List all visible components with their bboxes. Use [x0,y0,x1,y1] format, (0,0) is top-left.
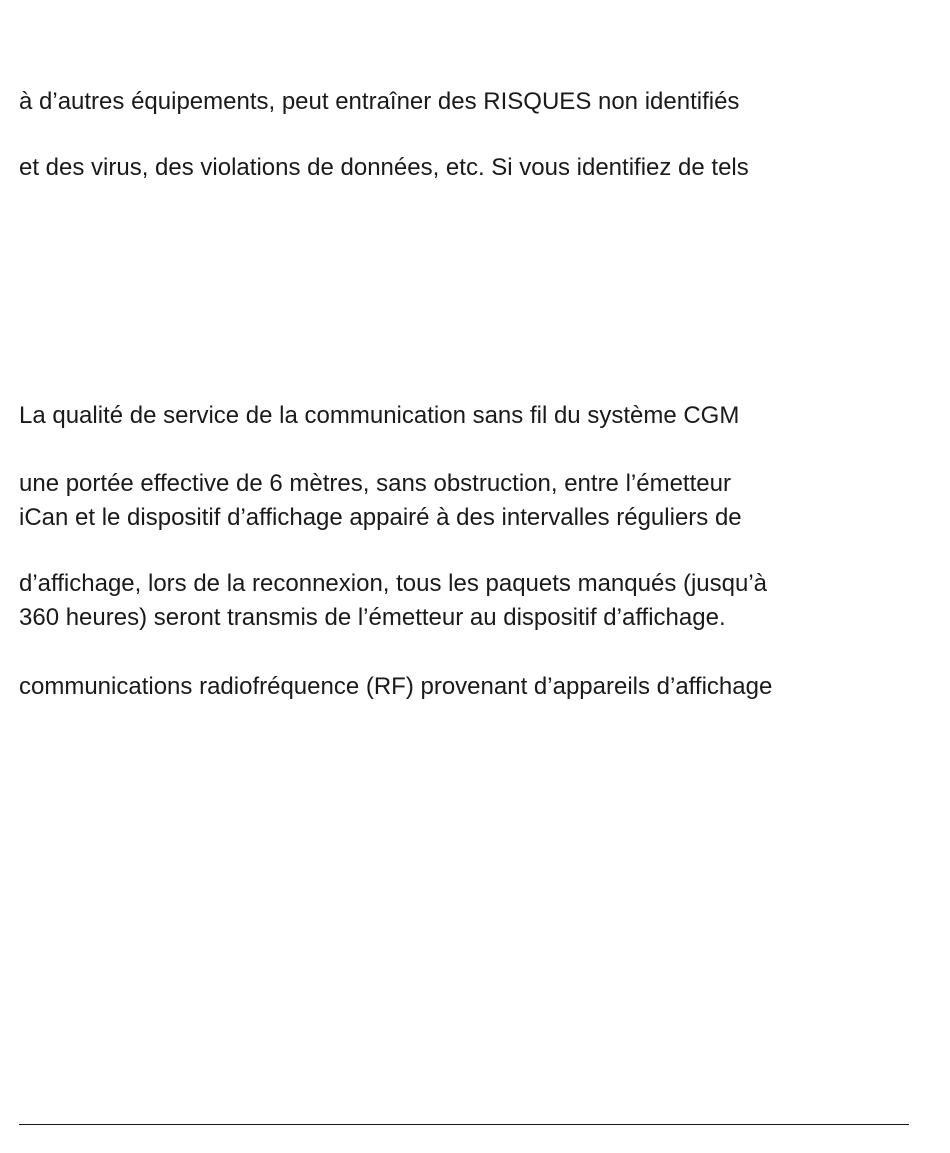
text-line: iCan et le dispositif d’affichage appairé à des intervalles réguliers de [19,504,742,531]
text-line: une portée effective de 6 mètres, sans obstruction, entre l’émetteur [19,470,731,497]
horizontal-rule [19,1124,909,1125]
text-line: à d’autres équipements, peut entraîner des RISQUES non identifiés [19,88,740,115]
text-line: d’affichage, lors de la reconnexion, tous les paquets manqués (jusqu’à [19,570,768,597]
text-line: La qualité de service de la communication sans fil du système CGM [19,402,740,429]
text-line: communications radiofréquence (RF) provenant d’appareils d’affichage [19,673,773,700]
text-line: 360 heures) seront transmis de l’émetteur au dispositif d’affichage. [19,604,726,631]
text-line: et des virus, des violations de données, etc. Si vous identifiez de tels [19,154,749,181]
